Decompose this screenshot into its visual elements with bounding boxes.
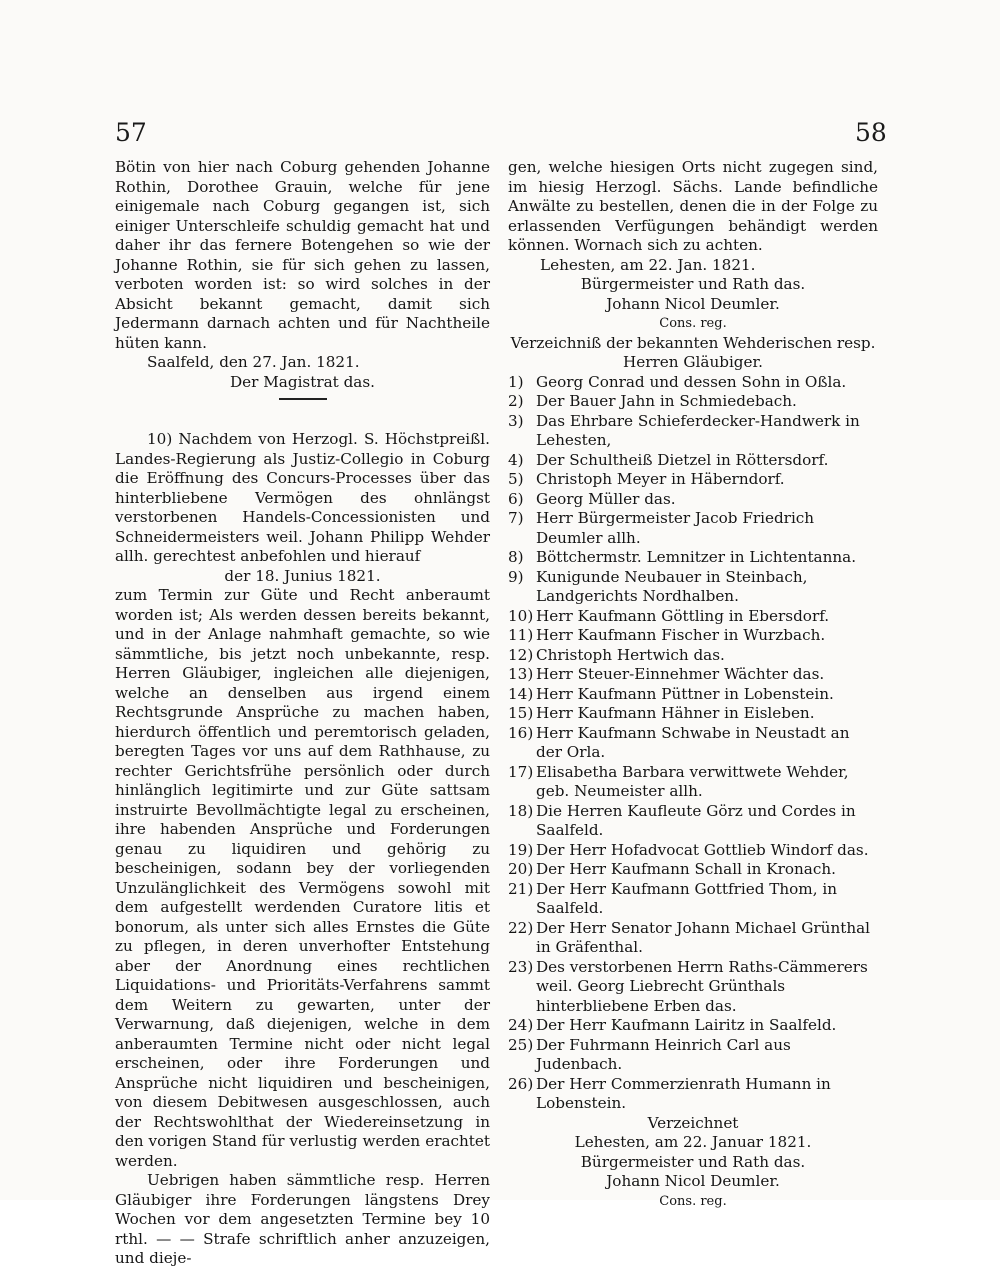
signature-title: Cons. reg. (659, 316, 727, 331)
creditor-item (508, 373, 878, 393)
creditor-item (508, 665, 878, 685)
page-number-right: 58 (855, 118, 887, 147)
creditor-number: 1) (508, 372, 524, 391)
creditor-text: Christoph Meyer in Häberndorf. (536, 470, 785, 488)
closing-date: Lehesten, am 22. Januar 1821. (574, 1133, 812, 1151)
creditor-text: Herr Kaufmann Püttner in Lobenstein. (536, 684, 834, 703)
creditor-text: Das Ehrbare Schieferdecker-Handwerk in Lehesten, (536, 411, 860, 449)
creditor-number: 7) (508, 509, 524, 527)
creditor-item (508, 880, 878, 919)
creditor-number: 25) (508, 1035, 534, 1054)
creditor-number: 8) (508, 548, 524, 566)
creditor-text: Der Herr Hofadvocat Gottlieb Windorf das. (536, 840, 869, 859)
creditor-number: 3) (508, 411, 524, 430)
creditor-item (508, 724, 878, 763)
creditor-number: 15) (508, 704, 534, 722)
creditor-text: Des verstorbenen Herrn Raths-Cämmerers weil. Georg Liebrecht Grünthals hinterbliebene Erben das. (536, 957, 868, 1015)
closing-title-reg: Cons. reg. (659, 1193, 727, 1209)
closing-office: Bürgermeister und Rath das. (580, 1152, 806, 1171)
creditor-item (508, 763, 878, 802)
creditor-number: 26) (508, 1074, 534, 1093)
creditor-text: Georg Müller das. (536, 489, 676, 508)
left-column (115, 158, 490, 1269)
creditor-text: Der Herr Kaufmann Lairitz in Saalfeld. (536, 1016, 837, 1034)
creditor-item (508, 568, 878, 607)
creditor-text: Christoph Hertwich das. (536, 645, 725, 664)
notice-body-continued: Uebrigen haben sämmtliche resp. Herren Gläubiger ihre Forderungen längstens Drey Wochen vor dem angesetzten Termine bey 10 rthl. — — Strafe schriftlich anher anzuzeigen, und dieje- (115, 1171, 490, 1267)
creditor-text: Herr Steuer-Einnehmer Wächter das. (536, 665, 825, 683)
creditor-text: Der Herr Kaufmann Schall in Kronach. (536, 860, 836, 878)
page-number-left: 57 (115, 118, 147, 147)
creditor-item (508, 490, 878, 510)
creditor-item (508, 685, 878, 705)
creditor-item (508, 509, 878, 548)
creditor-item (508, 451, 878, 471)
creditor-number: 2) (508, 392, 524, 410)
notice-text: Bötin von hier nach Coburg gehenden Johanne Rothin, Dorothee Grauin, welche für jene einigemale nach Coburg gegangen ist, sich einiger Unterschleife schuldig gemacht hat und daher ihr das fernere Botengehen so wie der Johanne Rothin, sie für sich gehen zu lassen, verboten worden ist: so wird solches in der Absicht bekannt gemacht, damit sich Jedermann darnach achten und für Nachtheile hüten kann. (115, 158, 490, 352)
creditor-list-title: Verzeichniß der bekannten Wehderischen resp. Herren Gläubiger. (510, 333, 876, 371)
right-column (508, 158, 878, 1211)
creditor-number: 23) (508, 957, 534, 976)
creditor-item (508, 841, 878, 861)
notice-date: Saalfeld, den 27. Jan. 1821. (147, 353, 360, 371)
creditor-number: 11) (508, 626, 534, 644)
creditor-number: 18) (508, 801, 534, 820)
creditor-number: 17) (508, 762, 534, 781)
notice-signature: Der Magistrat das. (230, 372, 375, 391)
creditor-text: Der Schultheiß Dietzel in Röttersdorf. (536, 450, 829, 469)
creditor-item (508, 412, 878, 451)
creditor-item (508, 1016, 878, 1036)
creditor-text: Herr Kaufmann Göttling in Ebersdorf. (536, 606, 830, 625)
creditor-number: 22) (508, 918, 534, 937)
creditor-item (508, 1075, 878, 1114)
creditor-text: Herr Kaufmann Fischer in Wurzbach. (536, 626, 826, 644)
creditor-text: Der Herr Kaufmann Gottfried Thom, in Saalfeld. (536, 879, 837, 917)
creditor-text: Der Bauer Jahn in Schmiedebach. (536, 392, 797, 410)
creditor-list (508, 373, 878, 1114)
creditor-text: Georg Conrad und dessen Sohn in Oßla. (536, 372, 847, 391)
notice-date: Lehesten, am 22. Jan. 1821. (540, 255, 756, 274)
creditor-item (508, 470, 878, 490)
signature-name: Johann Nicol Deumler. (606, 294, 780, 313)
creditor-text: Der Herr Senator Johann Michael Grünthal in Gräfenthal. (536, 918, 871, 956)
creditor-item (508, 646, 878, 666)
creditor-item (508, 626, 878, 646)
creditor-text: Der Fuhrmann Heinrich Carl aus Judenbach. (536, 1035, 791, 1073)
creditor-number: 12) (508, 645, 534, 664)
creditor-text: Elisabetha Barbara verwittwete Wehder, geb. Neumeister allh. (536, 762, 849, 800)
closing-title: Verzeichnet (647, 1113, 739, 1132)
closing-name: Johann Nicol Deumler. (606, 1172, 780, 1190)
creditor-number: 16) (508, 723, 534, 742)
creditor-number: 14) (508, 684, 534, 703)
signature-office: Bürgermeister und Rath das. (580, 275, 806, 293)
creditor-item (508, 802, 878, 841)
creditor-item (508, 704, 878, 724)
creditor-number: 9) (508, 567, 524, 586)
creditor-text: Die Herren Kaufleute Görz und Cordes in Saalfeld. (536, 801, 856, 839)
term-date: der 18. Junius 1821. (224, 566, 381, 585)
notice-intro: 10) Nachdem von Herzogl. S. Höchstpreißl. Landes-Regierung als Justiz-Collegio in Coburg die Eröffnung des Concurs-Processes über das hinterbliebene Vermögen des ohnlängst verstorbenen Handels-Concessionisten und Schneidermeisters weil. Johann Philipp Wehder allh. gerechtest anbefohlen und hierauf (115, 430, 490, 565)
creditor-item (508, 958, 878, 1017)
creditor-number: 5) (508, 470, 524, 488)
creditor-text: Kunigunde Neubauer in Steinbach, Landgerichts Nordhalben. (536, 567, 808, 605)
creditor-number: 13) (508, 665, 534, 683)
creditor-number: 21) (508, 879, 534, 898)
creditor-number: 20) (508, 860, 534, 878)
continued-text: gen, welche hiesigen Orts nicht zugegen sind, im hiesig Herzogl. Sächs. Lande befindliche Anwälte zu bestellen, denen die in der Folge zu erlassenden Verfügungen behändigt werden können. Wornach sich zu achten. (508, 158, 878, 254)
creditor-number: 4) (508, 450, 524, 469)
creditor-item (508, 392, 878, 412)
section-divider (279, 398, 327, 400)
creditor-text: Böttchermstr. Lemnitzer in Lichtentanna. (536, 548, 857, 566)
creditor-number: 19) (508, 840, 534, 859)
creditor-item (508, 860, 878, 880)
creditor-item (508, 1036, 878, 1075)
creditor-text: Herr Kaufmann Hähner in Eisleben. (536, 704, 815, 722)
creditor-item (508, 548, 878, 568)
creditor-number: 6) (508, 489, 524, 508)
creditor-item (508, 919, 878, 958)
creditor-number: 10) (508, 606, 534, 625)
creditor-number: 24) (508, 1016, 534, 1034)
creditor-text: Herr Kaufmann Schwabe in Neustadt an der Orla. (536, 723, 850, 761)
creditor-text: Der Herr Commerzienrath Humann in Lobenstein. (536, 1074, 831, 1112)
creditor-item (508, 607, 878, 627)
notice-body: zum Termin zur Güte und Recht anberaumt worden ist; Als werden dessen bereits bekannt, und in der Anlage nahmhaft gemachte, so wie sämmtliche, bis jetzt noch unbekannte, resp. Herren Gläubiger, ingleichen alle diejenigen, welche an denselben aus irgend einem Rechtsgrunde Ansprüche zu machen haben, hierdurch öffentlich und peremtorisch geladen, beregten Tages vor uns auf dem Rathhause, zu rechter Gerichtsfrühe persönlich oder durch hinlänglich legitimirte und zur Güte sattsam instruirte Bevollmächtigte legal zu erscheinen, ihre habenden Ansprüche und Forderungen genau zu liquidiren und gehörig zu bescheinigen, sodann bey der vorliegenden Unzulänglichkeit des Vermögens sowohl mit dem aufgestellt werdenden Curatore litis et bonorum, als unter sich alles Ernstes die Güte zu pflegen, in deren unverhofter Entstehung aber der Anordnung eines rechtlichen Liquidations- und Prioritäts-Verfahrens sammt dem Weitern zu gewarten, unter der Verwarnung, daß diejenigen, welche in dem anberaumten Termine nicht oder nicht legal erscheinen, oder ihre Forderungen und Ansprüche nicht liquidiren und bescheinigen, von diesem Debitwesen ausgeschlossen, auch der Rechtswohlthat der Wiedereinsetzung in den vorigen Stand für verlustig werden erachtet werden. (115, 586, 490, 1170)
creditor-text: Herr Bürgermeister Jacob Friedrich Deumler allh. (536, 509, 815, 547)
